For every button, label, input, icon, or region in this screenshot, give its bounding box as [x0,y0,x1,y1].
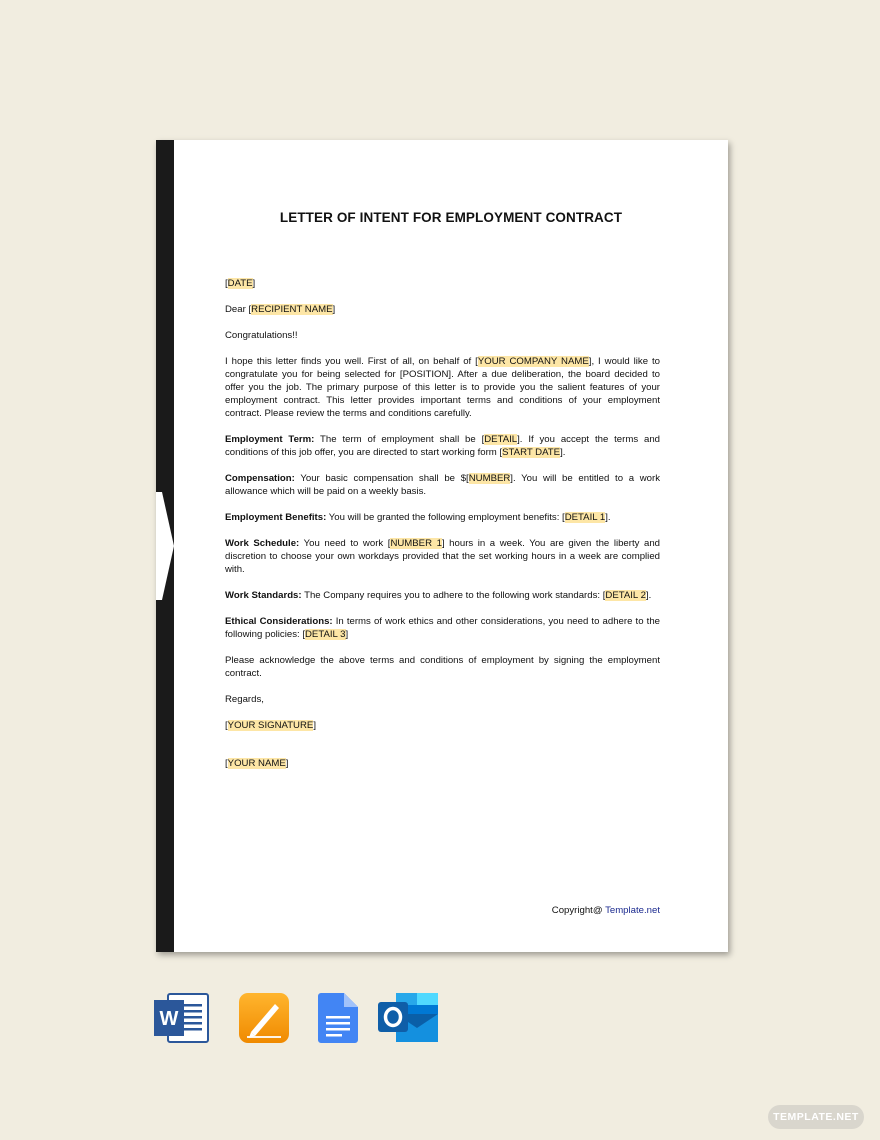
company-placeholder: YOUR COMPANY NAME [477,356,589,367]
greeting-line: Dear [RECIPIENT NAME] [225,304,336,315]
benefits-detail-placeholder: DETAIL 1 [564,512,606,523]
standards-detail-placeholder: DETAIL 2 [605,590,646,601]
template-net-badge[interactable]: TEMPLATE.NET [768,1105,864,1129]
regards-line: Regards, [225,694,264,705]
employment-term-paragraph: Employment Term: The term of employment shall be [DETAIL]. If you accept the terms and conditions of this job offer, you are directed to start working form [START DATE]. [225,434,660,458]
compensation-paragraph: Compensation: Your basic compensation shall be $[NUMBER]. You will be entitled to a work allowance which will be paid on a weekly basis. [225,473,661,497]
term-detail-placeholder: DETAIL [484,434,518,445]
name-placeholder: YOUR NAME [227,758,286,769]
recipient-placeholder: RECIPIENT NAME [251,304,333,315]
pages-icon[interactable] [237,992,293,1044]
copyright-note: Copyright@ Template.net [551,905,660,916]
intro-paragraph: I hope this letter finds you well. First of all, on behalf of [YOUR COMPANY NAME], I would like to congratulate you for being selected for [POSITION]. After a due deliberation, the board decided to offer you the job. The primary purpose of this letter is to provide you the salient features of your employment contract. This letter provides important terms and conditions of your employment contract. Please review the terms and conditions carefully. [225,356,661,419]
start-date-placeholder: START DATE [502,447,561,458]
compensation-number-placeholder: NUMBER [468,473,511,484]
word-icon[interactable] [154,992,210,1044]
ethical-paragraph: Ethical Considerations: In terms of work ethics and other considerations, you need to adhere to the following policies: [DETAIL 3] [225,616,660,640]
work-standards-paragraph: Work Standards: The Company requires you to adhere to the following work standards: [DETAIL 2]. [225,590,652,601]
work-schedule-paragraph: Work Schedule: You need to work [NUMBER 1] hours in a week. You are given the liberty and discretion to choose your own workdays provided that the set working hours in a week are complied with. [225,538,661,575]
template-net-link[interactable]: Template.net [605,905,660,916]
acknowledge-paragraph: Please acknowledge the above terms and conditions of employment by signing the employment contract. [225,655,660,679]
schedule-number-placeholder: NUMBER 1 [390,538,442,549]
signature-placeholder: YOUR SIGNATURE [227,720,314,731]
name-line: [YOUR NAME] [225,758,289,769]
letter-body [225,277,660,783]
google-docs-icon[interactable] [314,992,370,1044]
spine-notch [156,492,174,600]
benefits-paragraph: Employment Benefits: You will be granted the following employment benefits: [DETAIL 1]. [225,512,611,523]
date-placeholder: DATE [227,278,253,289]
signature-line: [YOUR SIGNATURE] [225,720,316,731]
svg-text:W: W [159,1008,179,1030]
document-title: LETTER OF INTENT FOR EMPLOYMENT CONTRACT [279,210,623,225]
date-line: [DATE] [225,278,256,289]
ethical-detail-placeholder: DETAIL 3 [305,629,346,640]
congrats-line: Congratulations!! [225,330,298,341]
document-page [156,140,728,952]
outlook-icon[interactable] [378,992,434,1044]
